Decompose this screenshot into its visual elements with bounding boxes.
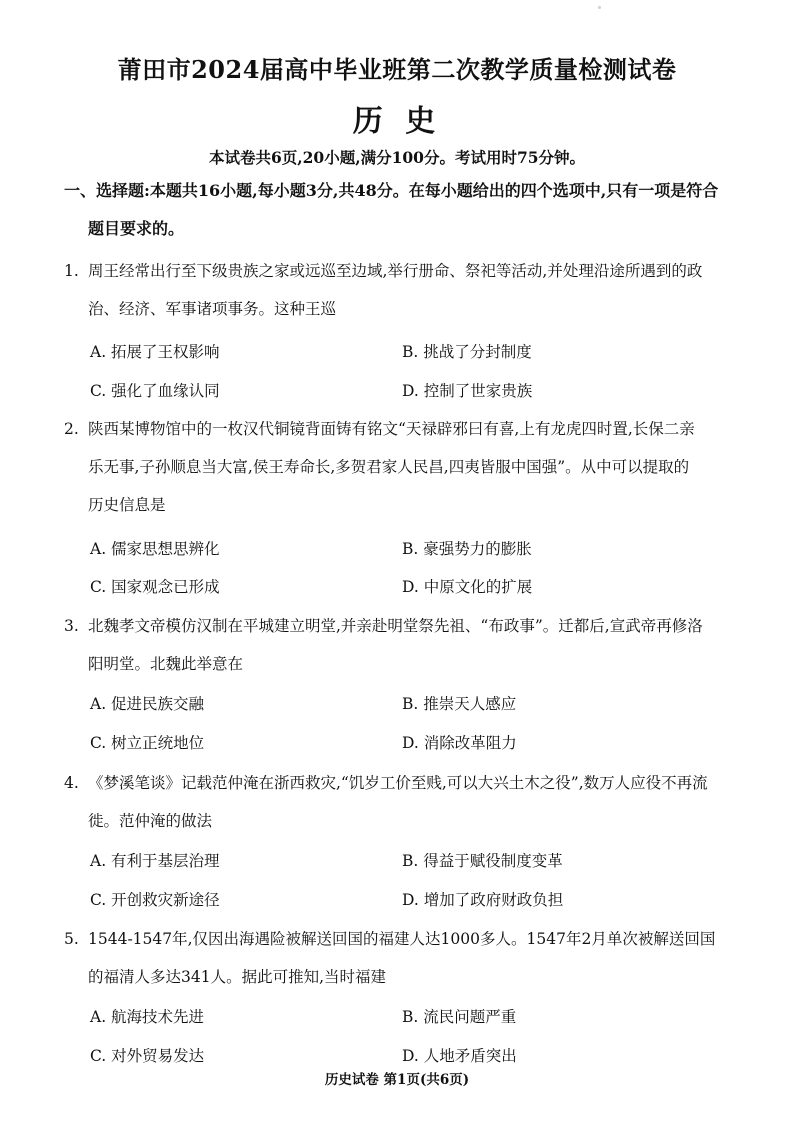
question-2 xyxy=(64,410,754,524)
question-text-line1: 《梦溪笔谈》记载范仲淹在浙西救灾,“饥岁工价至贱,可以大兴土木之役”,数万人应役不再流 xyxy=(88,774,708,792)
exam-title: 莆田市2024届高中毕业班第二次教学质量检测试卷 xyxy=(117,55,677,84)
option-a: A. 促进民族交融 xyxy=(90,695,205,713)
question-number: 4. xyxy=(64,774,79,792)
question-text-line2: 的福清人多达341人。据此可推知,当时福建 xyxy=(88,968,387,986)
question-text-line1: 周王经常出行至下级贵族之家或远巡至边域,举行册命、祭祀等活动,并处理沿途所遇到的政 xyxy=(88,262,703,280)
option-a: A. 航海技术先进 xyxy=(90,1008,205,1026)
question-number: 2. xyxy=(64,420,79,438)
option-c: C. 国家观念已形成 xyxy=(90,578,220,596)
question-4 xyxy=(64,764,754,840)
option-b: B. 推崇天人感应 xyxy=(402,695,517,713)
option-c: C. 强化了血缘认同 xyxy=(90,382,220,400)
section-heading-line2: 题目要求的。 xyxy=(88,219,185,238)
question-number: 3. xyxy=(64,617,79,635)
option-b: B. 豪强势力的膨胀 xyxy=(402,540,532,558)
question-5 xyxy=(64,920,754,996)
question-1 xyxy=(64,252,754,328)
question-number: 5. xyxy=(64,930,79,948)
question-text-line2: 乐无事,子孙顺息当大富,侯王寿命长,多贺君家人民昌,四夷皆服中国强”。从中可以提取的 xyxy=(88,458,690,476)
option-d: D. 人地矛盾突出 xyxy=(402,1047,517,1065)
section-heading-line1: 一、选择题:本题共16小题,每小题3分,共48分。在每小题给出的四个选项中,只有一项是符合 xyxy=(64,181,719,200)
question-text-line2: 治、经济、军事诸项事务。这种王巡 xyxy=(88,300,337,318)
question-text-line1: 北魏孝文帝模仿汉制在平城建立明堂,并亲赴明堂祭先祖、“布政事”。迁都后,宣武帝再修洛 xyxy=(88,617,703,635)
scan-speck xyxy=(598,6,601,9)
subject-heading: 历 史 xyxy=(352,104,442,139)
question-text-line1: 1544-1547年,仅因出海遇险被解送回国的福建人达1000多人。1547年2月单次被解送回国 xyxy=(88,930,716,948)
option-b: B. 流民问题严重 xyxy=(402,1008,517,1026)
question-text-line2: 徙。范仲淹的做法 xyxy=(88,812,213,830)
page-footer: 历史试卷 第1页(共6页) xyxy=(324,1072,470,1088)
option-b: B. 挑战了分封制度 xyxy=(402,343,532,361)
option-d: D. 中原文化的扩展 xyxy=(402,578,533,596)
option-a: A. 拓展了王权影响 xyxy=(90,343,220,361)
option-d: D. 控制了世家贵族 xyxy=(402,382,533,400)
question-text-line1: 陕西某博物馆中的一枚汉代铜镜背面铸有铭文“天禄辟邪曰有喜,上有龙虎四时置,长保二亲 xyxy=(88,420,695,438)
option-b: B. 得益于赋役制度变革 xyxy=(402,852,563,870)
option-d: D. 消除改革阻力 xyxy=(402,734,517,752)
option-a: A. 有利于基层治理 xyxy=(90,852,220,870)
question-text-line3: 历史信息是 xyxy=(88,496,166,514)
question-text-line2: 阳明堂。北魏此举意在 xyxy=(88,655,244,673)
option-d: D. 增加了政府财政负担 xyxy=(402,891,564,909)
question-3 xyxy=(64,607,754,683)
section-heading xyxy=(64,172,754,248)
option-c: C. 开创救灾新途径 xyxy=(90,891,220,909)
question-number: 1. xyxy=(64,262,79,280)
option-c: C. 对外贸易发达 xyxy=(90,1047,205,1065)
exam-notice: 本试卷共6页,20小题,满分100分。考试用时75分钟。 xyxy=(208,148,586,167)
option-a: A. 儒家思想思辨化 xyxy=(90,540,220,558)
option-c: C. 树立正统地位 xyxy=(90,734,205,752)
